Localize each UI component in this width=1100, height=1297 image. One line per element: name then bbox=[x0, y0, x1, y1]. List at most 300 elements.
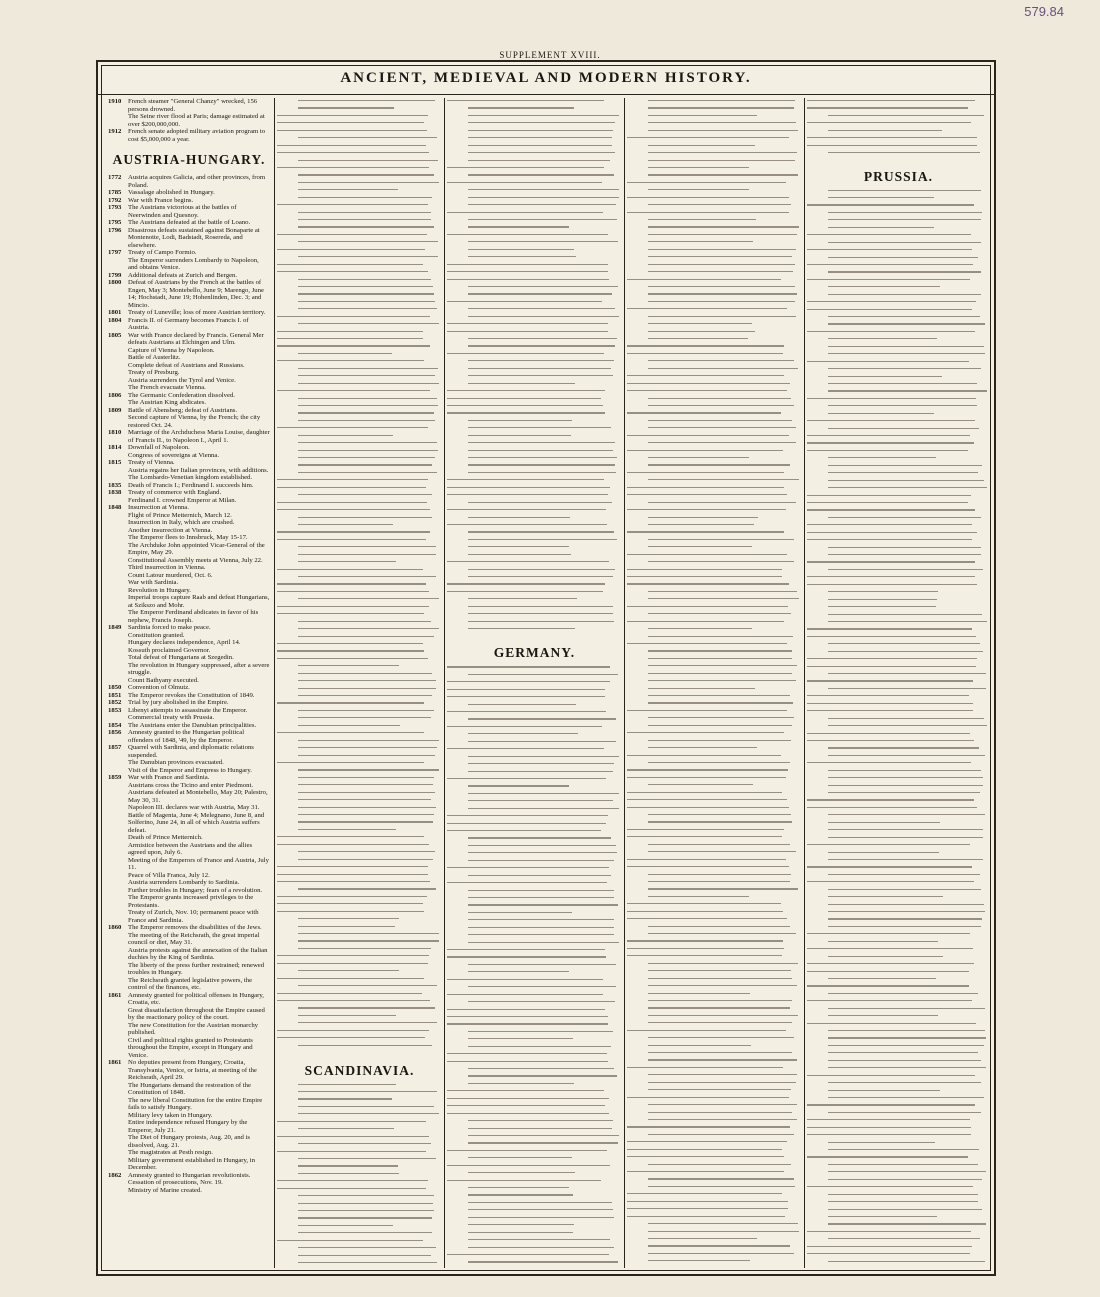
entry-text: Peace of Villa Franca, July 12. bbox=[128, 871, 210, 879]
text-line bbox=[627, 807, 789, 808]
text-line bbox=[298, 450, 438, 451]
text-line bbox=[447, 1098, 609, 1099]
text-line bbox=[828, 1179, 982, 1180]
entry-year bbox=[108, 909, 128, 924]
timeline-entry bbox=[108, 992, 270, 1007]
text-line bbox=[648, 204, 791, 205]
entry-year bbox=[108, 932, 128, 947]
text-line bbox=[447, 353, 604, 354]
text-line bbox=[468, 517, 570, 518]
text-line bbox=[828, 472, 978, 473]
entry-year: 1854 bbox=[108, 721, 122, 729]
text-line bbox=[648, 189, 749, 190]
text-line bbox=[828, 747, 979, 748]
text-line bbox=[807, 762, 971, 763]
entry-text: Civil and political rights granted to Protestants throughout the Empire, except in Hungary and Venice. bbox=[128, 1036, 253, 1059]
column-4 bbox=[624, 98, 804, 1268]
timeline-entry bbox=[108, 332, 270, 347]
timeline-entry bbox=[108, 384, 270, 392]
text-line bbox=[298, 212, 431, 213]
text-line bbox=[298, 174, 434, 175]
entry-year bbox=[108, 1149, 128, 1157]
entry-year bbox=[108, 789, 128, 804]
text-line bbox=[298, 524, 393, 525]
entry-year: 1800 bbox=[108, 279, 122, 286]
entry-year bbox=[108, 377, 128, 385]
text-line bbox=[447, 591, 603, 592]
text-line bbox=[468, 1209, 613, 1210]
entry-text: The Emperor removes the disabilities of the Jews. bbox=[128, 924, 262, 931]
text-line bbox=[807, 740, 974, 741]
text-line bbox=[468, 160, 610, 161]
text-line bbox=[468, 704, 576, 705]
text-line bbox=[298, 628, 439, 629]
entry-text: The Emperor grants increased privileges to the Protestants. bbox=[128, 894, 254, 909]
text-line bbox=[828, 547, 981, 548]
text-line bbox=[447, 398, 601, 399]
entry-year bbox=[108, 662, 128, 677]
text-line bbox=[298, 1195, 434, 1196]
entry-year bbox=[108, 362, 128, 370]
dense-text bbox=[807, 190, 990, 1268]
entry-year: 1852 bbox=[108, 699, 122, 706]
text-line bbox=[828, 480, 984, 481]
text-line bbox=[627, 829, 784, 830]
text-line bbox=[447, 494, 608, 495]
text-line bbox=[648, 1037, 794, 1038]
text-line bbox=[807, 234, 971, 235]
text-line bbox=[648, 160, 795, 161]
column-2 bbox=[274, 98, 444, 1268]
text-line bbox=[277, 993, 422, 994]
entry-year: 1857 bbox=[108, 744, 122, 751]
entry-year: 1804 bbox=[108, 316, 122, 324]
text-line bbox=[828, 212, 982, 213]
timeline-entry bbox=[108, 519, 270, 527]
text-line bbox=[828, 1060, 981, 1061]
entry-text: Insurrection in Italy, which are crushed. bbox=[128, 519, 235, 526]
entry-year bbox=[108, 804, 128, 812]
entry-text: Downfall of Napoleon. bbox=[128, 444, 190, 451]
text-line bbox=[807, 361, 969, 362]
text-line bbox=[468, 1202, 612, 1203]
entry-text: Count Latour murdered, Oct. 6. bbox=[128, 571, 213, 579]
timeline-entry bbox=[108, 662, 270, 677]
text-line bbox=[828, 1008, 985, 1009]
text-line bbox=[648, 985, 797, 986]
text-line bbox=[447, 979, 603, 980]
supplement-label: SUPPLEMENT XVIII. bbox=[499, 50, 601, 60]
text-line bbox=[828, 405, 977, 406]
text-line bbox=[298, 472, 437, 473]
timeline-entry bbox=[108, 189, 270, 197]
text-line bbox=[807, 1156, 968, 1157]
text-line bbox=[298, 784, 433, 785]
text-line bbox=[298, 747, 437, 748]
entry-text: Military levy taken in Hungary. bbox=[128, 1111, 213, 1119]
text-line bbox=[828, 785, 983, 786]
timeline-entry bbox=[108, 1179, 270, 1187]
entry-year bbox=[108, 542, 128, 557]
entry-text: Meeting of the Emperors of France and Austria, July 11. bbox=[128, 856, 269, 871]
text-line bbox=[648, 717, 794, 718]
text-line bbox=[277, 204, 428, 205]
entry-year bbox=[108, 1097, 128, 1112]
entry-text: Treaty of Campo Formio. bbox=[128, 249, 197, 256]
timeline-entry bbox=[108, 272, 270, 280]
entry-text: The Austrians enter the Danubian principalities. bbox=[128, 721, 257, 729]
text-line bbox=[298, 517, 432, 518]
text-line bbox=[828, 130, 942, 131]
text-line bbox=[828, 413, 934, 414]
text-line bbox=[447, 689, 605, 690]
entry-year bbox=[108, 1134, 128, 1149]
text-line bbox=[298, 1262, 437, 1263]
entry-year bbox=[108, 872, 128, 880]
text-line bbox=[828, 829, 983, 830]
text-line bbox=[648, 479, 799, 480]
timeline-entry bbox=[108, 962, 270, 977]
text-line bbox=[807, 1104, 975, 1105]
text-line bbox=[298, 435, 393, 436]
text-line bbox=[627, 197, 789, 198]
entry-year: 1860 bbox=[108, 924, 122, 931]
text-line bbox=[277, 583, 426, 584]
timeline-entry bbox=[108, 354, 270, 362]
entry-text: Constitution granted. bbox=[128, 631, 185, 639]
text-line bbox=[447, 234, 608, 235]
entry-text: Great dissatisfaction throughout the Empire caused by the reactionary policy of the court. bbox=[128, 1006, 265, 1021]
text-line bbox=[468, 435, 571, 436]
text-line bbox=[807, 145, 977, 146]
text-line bbox=[277, 502, 427, 503]
text-line bbox=[298, 918, 399, 919]
section-heading-germany: GERMANY. bbox=[493, 645, 576, 661]
text-line bbox=[828, 918, 982, 919]
text-line bbox=[828, 242, 981, 243]
timeline-entry bbox=[108, 489, 270, 497]
text-line bbox=[468, 890, 614, 891]
text-line bbox=[447, 830, 601, 831]
timeline-entry bbox=[108, 872, 270, 880]
entry-text: Second capture of Vienna, by the French; the city restored Oct. 24. bbox=[128, 414, 261, 429]
text-line bbox=[828, 673, 986, 674]
text-line bbox=[298, 412, 434, 413]
text-line bbox=[277, 911, 424, 912]
text-line bbox=[627, 859, 786, 860]
text-line bbox=[277, 732, 424, 733]
text-line bbox=[468, 1083, 574, 1084]
text-line bbox=[447, 487, 610, 488]
text-line bbox=[298, 1210, 434, 1211]
text-line bbox=[468, 502, 612, 503]
text-line bbox=[828, 1052, 978, 1053]
text-line bbox=[468, 427, 611, 428]
text-line bbox=[828, 569, 983, 570]
text-line bbox=[627, 1126, 790, 1127]
timeline-entry bbox=[108, 609, 270, 624]
text-line bbox=[828, 428, 979, 429]
text-line bbox=[468, 219, 617, 220]
text-line bbox=[828, 257, 978, 258]
text-line bbox=[648, 122, 796, 123]
text-line bbox=[828, 1194, 978, 1195]
text-line bbox=[807, 695, 969, 696]
text-line bbox=[298, 1217, 432, 1218]
timeline-entry bbox=[108, 774, 270, 782]
entry-text: Total defeat of Hungarians at Szegedin. bbox=[128, 654, 234, 661]
text-line bbox=[828, 770, 981, 771]
text-line bbox=[828, 889, 981, 890]
timeline-entry bbox=[108, 759, 270, 767]
entry-text: Austria surrenders the Tyrol and Venice. bbox=[128, 376, 236, 384]
text-line bbox=[828, 993, 978, 994]
timeline-entry bbox=[108, 1037, 270, 1060]
text-line bbox=[807, 628, 972, 629]
entry-text: Hungary declares independence, April 14. bbox=[128, 639, 241, 646]
timeline-entry bbox=[108, 1172, 270, 1180]
entry-year bbox=[108, 467, 128, 475]
text-line bbox=[627, 1141, 787, 1142]
entry-year: 1810 bbox=[108, 429, 122, 436]
text-line bbox=[277, 487, 426, 488]
timeline-entry bbox=[108, 887, 270, 895]
text-line bbox=[648, 1052, 792, 1053]
text-line bbox=[468, 897, 614, 898]
text-line bbox=[828, 1142, 935, 1143]
text-line bbox=[627, 792, 782, 793]
entry-year: 1861 bbox=[108, 991, 122, 999]
entry-text: The meeting of the Reichsrath, the great imperial council or diet, May 31. bbox=[128, 931, 260, 946]
text-line bbox=[627, 435, 789, 436]
text-line bbox=[468, 986, 616, 987]
text-line bbox=[277, 955, 429, 956]
text-line bbox=[648, 100, 795, 101]
text-line bbox=[277, 1121, 426, 1122]
text-line bbox=[298, 821, 433, 822]
text-line bbox=[648, 130, 798, 131]
timeline-entry bbox=[108, 467, 270, 475]
text-line bbox=[277, 1136, 429, 1137]
text-line bbox=[298, 286, 433, 287]
entry-text: Capture of Vienna by Napoleon. bbox=[128, 346, 215, 354]
text-line bbox=[807, 1075, 975, 1076]
text-line bbox=[828, 346, 984, 347]
text-line bbox=[468, 226, 569, 227]
text-line bbox=[298, 1084, 396, 1085]
entry-year: 1850 bbox=[108, 684, 122, 691]
text-line bbox=[468, 912, 572, 913]
entry-text: The Emperor revokes the Constitution of 1849. bbox=[128, 691, 255, 699]
text-line bbox=[807, 1023, 976, 1024]
entry-text: Francis II. of Germany becomes Francis I. of Austria. bbox=[128, 316, 249, 331]
entry-year bbox=[108, 677, 128, 685]
entry-text: Count Bathyany executed. bbox=[128, 676, 199, 684]
text-line bbox=[468, 875, 611, 876]
entry-year bbox=[108, 572, 128, 580]
text-line bbox=[298, 1007, 435, 1008]
text-line bbox=[468, 964, 616, 965]
text-line bbox=[807, 866, 972, 867]
timeline-entry bbox=[108, 624, 270, 632]
text-line bbox=[627, 182, 786, 183]
text-line bbox=[648, 970, 791, 971]
entry-year: 1797 bbox=[108, 249, 122, 256]
text-line bbox=[277, 531, 430, 532]
entry-year bbox=[108, 977, 128, 992]
text-line bbox=[807, 933, 970, 934]
text-line bbox=[468, 1128, 612, 1129]
text-line bbox=[277, 331, 423, 332]
dense-text bbox=[277, 100, 442, 1052]
text-line bbox=[298, 1098, 392, 1099]
text-line bbox=[828, 152, 980, 153]
text-line bbox=[648, 338, 748, 339]
text-line bbox=[298, 829, 396, 830]
text-line bbox=[298, 673, 432, 674]
text-line bbox=[468, 241, 618, 242]
text-line bbox=[627, 137, 789, 138]
text-line bbox=[807, 450, 968, 451]
text-line bbox=[807, 710, 973, 711]
text-line bbox=[468, 1194, 573, 1195]
text-line bbox=[447, 823, 606, 824]
entry-text: Austrians cross the Ticino and enter Piedmont. bbox=[128, 781, 254, 789]
text-line bbox=[468, 674, 618, 675]
text-line bbox=[468, 1046, 611, 1047]
timeline-entry bbox=[108, 677, 270, 685]
entry-text: The Archduke John appointed Vicar-General of the Empire, May 29. bbox=[128, 541, 265, 556]
timeline-entry bbox=[108, 377, 270, 385]
text-line bbox=[828, 353, 985, 354]
text-line bbox=[468, 741, 616, 742]
entry-year bbox=[108, 497, 128, 505]
text-line bbox=[627, 836, 782, 837]
entry-year bbox=[108, 639, 128, 647]
text-line bbox=[298, 777, 434, 778]
text-line bbox=[447, 1061, 608, 1062]
text-line bbox=[807, 703, 973, 704]
text-line bbox=[828, 599, 937, 600]
text-line bbox=[468, 375, 613, 376]
text-line bbox=[648, 888, 798, 889]
text-line bbox=[828, 1223, 986, 1224]
text-line bbox=[298, 554, 436, 555]
entry-text: Treaty of commerce with England. bbox=[128, 489, 222, 496]
entry-text: French steamer "General Chanzy" wrecked, 156 persons drowned. bbox=[128, 98, 258, 113]
text-line bbox=[828, 227, 934, 228]
text-line bbox=[648, 1186, 795, 1187]
text-line bbox=[468, 837, 611, 838]
text-line bbox=[648, 680, 796, 681]
entry-text: Austria protests against the annexation of the Italian duchies by the King of Sardinia. bbox=[128, 946, 268, 961]
text-line bbox=[468, 808, 619, 809]
text-line bbox=[447, 167, 604, 168]
text-line bbox=[468, 1247, 614, 1248]
text-line bbox=[648, 628, 752, 629]
text-line bbox=[648, 524, 754, 525]
text-line bbox=[468, 1068, 614, 1069]
text-line bbox=[807, 279, 970, 280]
timeline-entry bbox=[108, 407, 270, 415]
text-line bbox=[447, 1053, 607, 1054]
text-line bbox=[468, 927, 614, 928]
text-line bbox=[277, 702, 424, 703]
timeline-entry bbox=[108, 654, 270, 662]
timeline-entry bbox=[108, 1149, 270, 1157]
entry-year bbox=[108, 782, 128, 790]
entry-year: 1814 bbox=[108, 444, 122, 451]
entry-year bbox=[108, 857, 128, 872]
entry-text: The liberty of the press further restrained; renewed troubles in Hungary. bbox=[128, 961, 265, 976]
text-line bbox=[468, 539, 617, 540]
entry-text: The Emperor Ferdinand abdicates in favor of his nephew, Francis Joseph. bbox=[128, 609, 259, 624]
entry-year bbox=[108, 1157, 128, 1172]
timeline-entry bbox=[108, 1007, 270, 1022]
text-line bbox=[648, 561, 794, 562]
text-line bbox=[298, 725, 400, 726]
text-line bbox=[298, 561, 396, 562]
text-line bbox=[468, 919, 614, 920]
text-line bbox=[627, 487, 784, 488]
entry-year: 1848 bbox=[108, 504, 122, 511]
text-line bbox=[807, 1253, 970, 1254]
text-line bbox=[648, 546, 752, 547]
entry-text: War with France declared by Francis. General Mer defeats Austrians at Elchingen and Ulm. bbox=[128, 331, 264, 346]
text-line bbox=[468, 598, 577, 599]
text-line bbox=[277, 152, 429, 153]
text-line bbox=[298, 219, 431, 220]
text-line bbox=[828, 814, 985, 815]
text-line bbox=[807, 985, 969, 986]
text-line bbox=[627, 308, 787, 309]
text-line bbox=[298, 189, 398, 190]
text-line bbox=[468, 793, 619, 794]
entry-year bbox=[108, 1022, 128, 1037]
text-line bbox=[298, 1225, 393, 1226]
entry-text: Another insurrection at Vienna. bbox=[128, 526, 213, 534]
text-line bbox=[648, 1253, 794, 1254]
text-line bbox=[277, 167, 429, 168]
text-line bbox=[447, 994, 603, 995]
entry-year bbox=[108, 1112, 128, 1120]
text-line bbox=[648, 688, 755, 689]
text-line bbox=[627, 1171, 784, 1172]
entry-year: 1853 bbox=[108, 706, 122, 714]
text-line bbox=[447, 711, 606, 712]
text-line bbox=[807, 524, 972, 525]
text-line bbox=[828, 822, 940, 823]
entry-year: 1809 bbox=[108, 406, 122, 414]
text-line bbox=[807, 100, 975, 101]
text-line bbox=[277, 427, 428, 428]
text-line bbox=[807, 442, 974, 443]
text-line bbox=[298, 405, 438, 406]
text-line bbox=[447, 301, 602, 302]
text-line bbox=[298, 1232, 432, 1233]
text-line bbox=[447, 212, 603, 213]
entry-text: The new Constitution for the Austrian monarchy published. bbox=[128, 1021, 259, 1036]
entry-year bbox=[108, 1037, 128, 1060]
text-line bbox=[468, 1172, 575, 1173]
text-line bbox=[447, 666, 610, 667]
text-line bbox=[828, 1149, 979, 1150]
entry-text: War with Sardinia. bbox=[128, 579, 179, 586]
text-line bbox=[648, 665, 797, 666]
entry-text: Disastrous defeats sustained against Bonaparte at Montenotte, Lodi, Badstadt, Rosereda, and elsewhere. bbox=[128, 226, 260, 249]
text-line bbox=[447, 390, 605, 391]
text-line bbox=[298, 621, 431, 622]
